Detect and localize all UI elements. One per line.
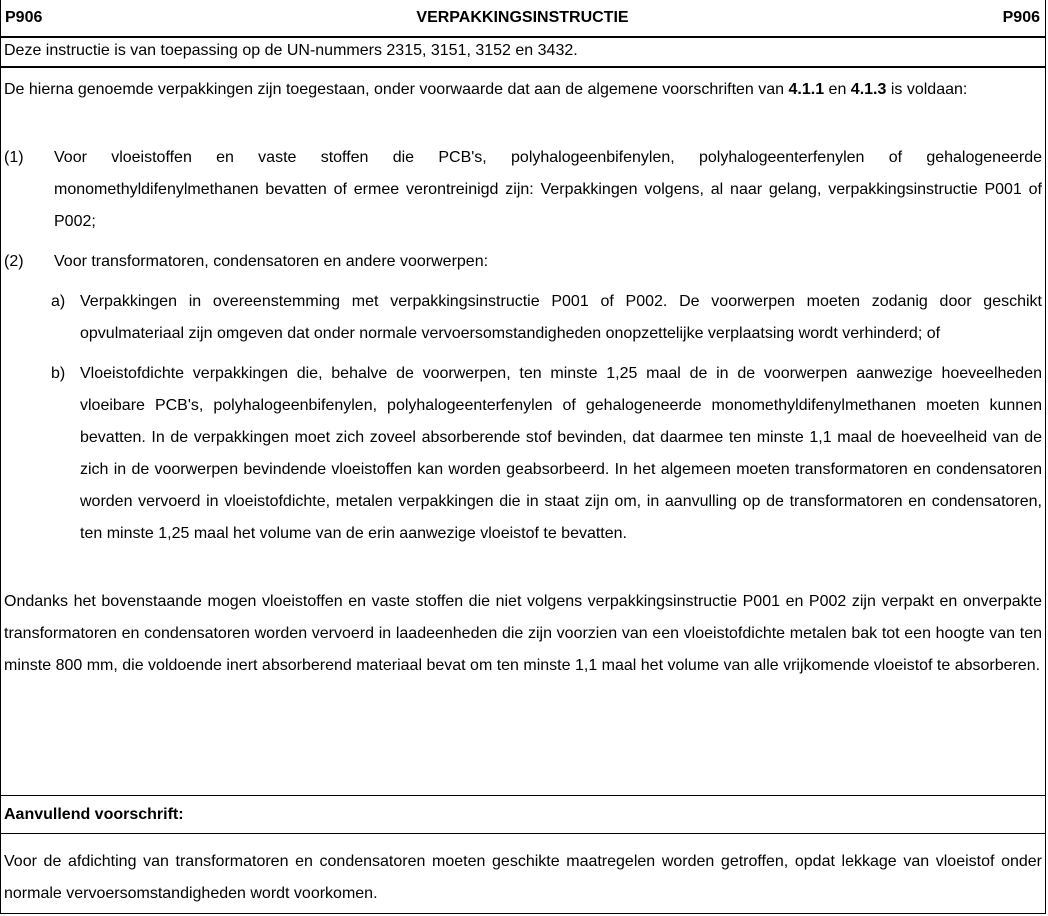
sub-item-text: Vloeistofdichte verpakkingen die, behalve de voorwerpen, ten minste 1,25 maal de in de voorwerpen aanwezige hoeveelheden vloeibare PCB's, polyhalogeenbifenylen, polyhalogeenterfenylen of gehalogeneerde monomethyldifenylmethanen moeten kunnen bevatten. In de verpakkingen moet zich zoveel absorberende stof bevinden, dat daarmee ten minste 1,1 maal de hoeveelheid van de zich in de voorwerpen bevindende vloeistoffen kan worden geabsorbeerd. In het algemeen moeten transformatoren en condensatoren worden vervoerd in vloeistofdichte, metalen verpakkingen die in staat zijn om, in aanvulling op de transformatoren en condensatoren, ten minste 1,25 maal het volume van de erin aanwezige vloeistof te bevatten.: [80, 365, 1042, 542]
conditions-ref-2: 4.1.3: [850, 81, 887, 98]
header-code-right: P906: [1002, 9, 1040, 26]
notwithstanding-paragraph: Ondanks het bovenstaande mogen vloeistoffen en vaste stoffen die niet volgens verpakkingsinstructie P001 en P002 zijn verpakt en onverpakte transformatoren en condensatoren worden vervoerd in laadeenheden die zijn voorzien van een vloeistofdichte metalen bak tot een hoogte van ten minste 800 mm, die voldoende inert absorberend materiaal bevat om ten minste 1,1 maal het volume van alle vrijkomende vloeistof te absorberen.: [4, 593, 1042, 674]
sub-item-label: b): [51, 365, 66, 382]
header-code-left: P906: [5, 9, 43, 26]
conditions-text-after: is voldaan:: [886, 81, 968, 98]
sub-item: [51, 358, 1042, 550]
additional-label: Aanvullend voorschrift:: [4, 806, 184, 823]
item-number: (1): [4, 149, 24, 166]
conditions-paragraph: [4, 74, 1042, 106]
item-text: Voor transformatoren, condensatoren en andere voorwerpen:: [54, 253, 489, 270]
main-row: [1, 68, 1045, 796]
conditions-text-mid: en: [824, 81, 851, 98]
additional-text-row: [1, 834, 1045, 910]
item-text: Voor vloeistoffen en vaste stoffen die PCB's, polyhalogeenbifenylen, polyhalogeenterfenylen of gehalogeneerde monomethyldifenylmethanen bevatten of ermee verontreinigd zijn: Verpakkingen volgens, al naar gelang, verpakkingsinstructie P001 of P002;: [54, 149, 1042, 230]
conditions-ref-1: 4.1.1: [788, 81, 825, 98]
header-title: VERPAKKINGSINSTRUCTIE: [416, 9, 629, 26]
intro-text: Deze instructie is van toepassing op de UN-nummers 2315, 3151, 3152 en 3432.: [4, 42, 578, 59]
intro-row: [1, 38, 1045, 68]
sub-item-text: Verpakkingen in overeenstemming met verpakkingsinstructie P001 of P002. De voorwerpen moeten zodanig door geschikt opvulmateriaal zijn omgeven dat onder normale vervoersomstandigheden onopzettelijke verplaatsing wordt verhinderd; of: [80, 293, 1042, 342]
additional-text: Voor de afdichting van transformatoren en condensatoren moeten geschikte maatregelen worden getroffen, opdat lekkage van vloeistof onder normale vervoersomstandigheden wordt voorkomen.: [4, 853, 1042, 902]
sub-item: [51, 286, 1042, 350]
list-item: [4, 246, 1042, 278]
additional-label-row: [1, 796, 1045, 834]
header-row: [1, 0, 1045, 38]
sub-item-label: a): [51, 293, 66, 310]
item-number: (2): [4, 253, 24, 270]
list-item: [4, 142, 1042, 238]
conditions-text-before: De hierna genoemde verpakkingen zijn toegestaan, onder voorwaarde dat aan de algemene voorschriften van: [4, 81, 789, 98]
